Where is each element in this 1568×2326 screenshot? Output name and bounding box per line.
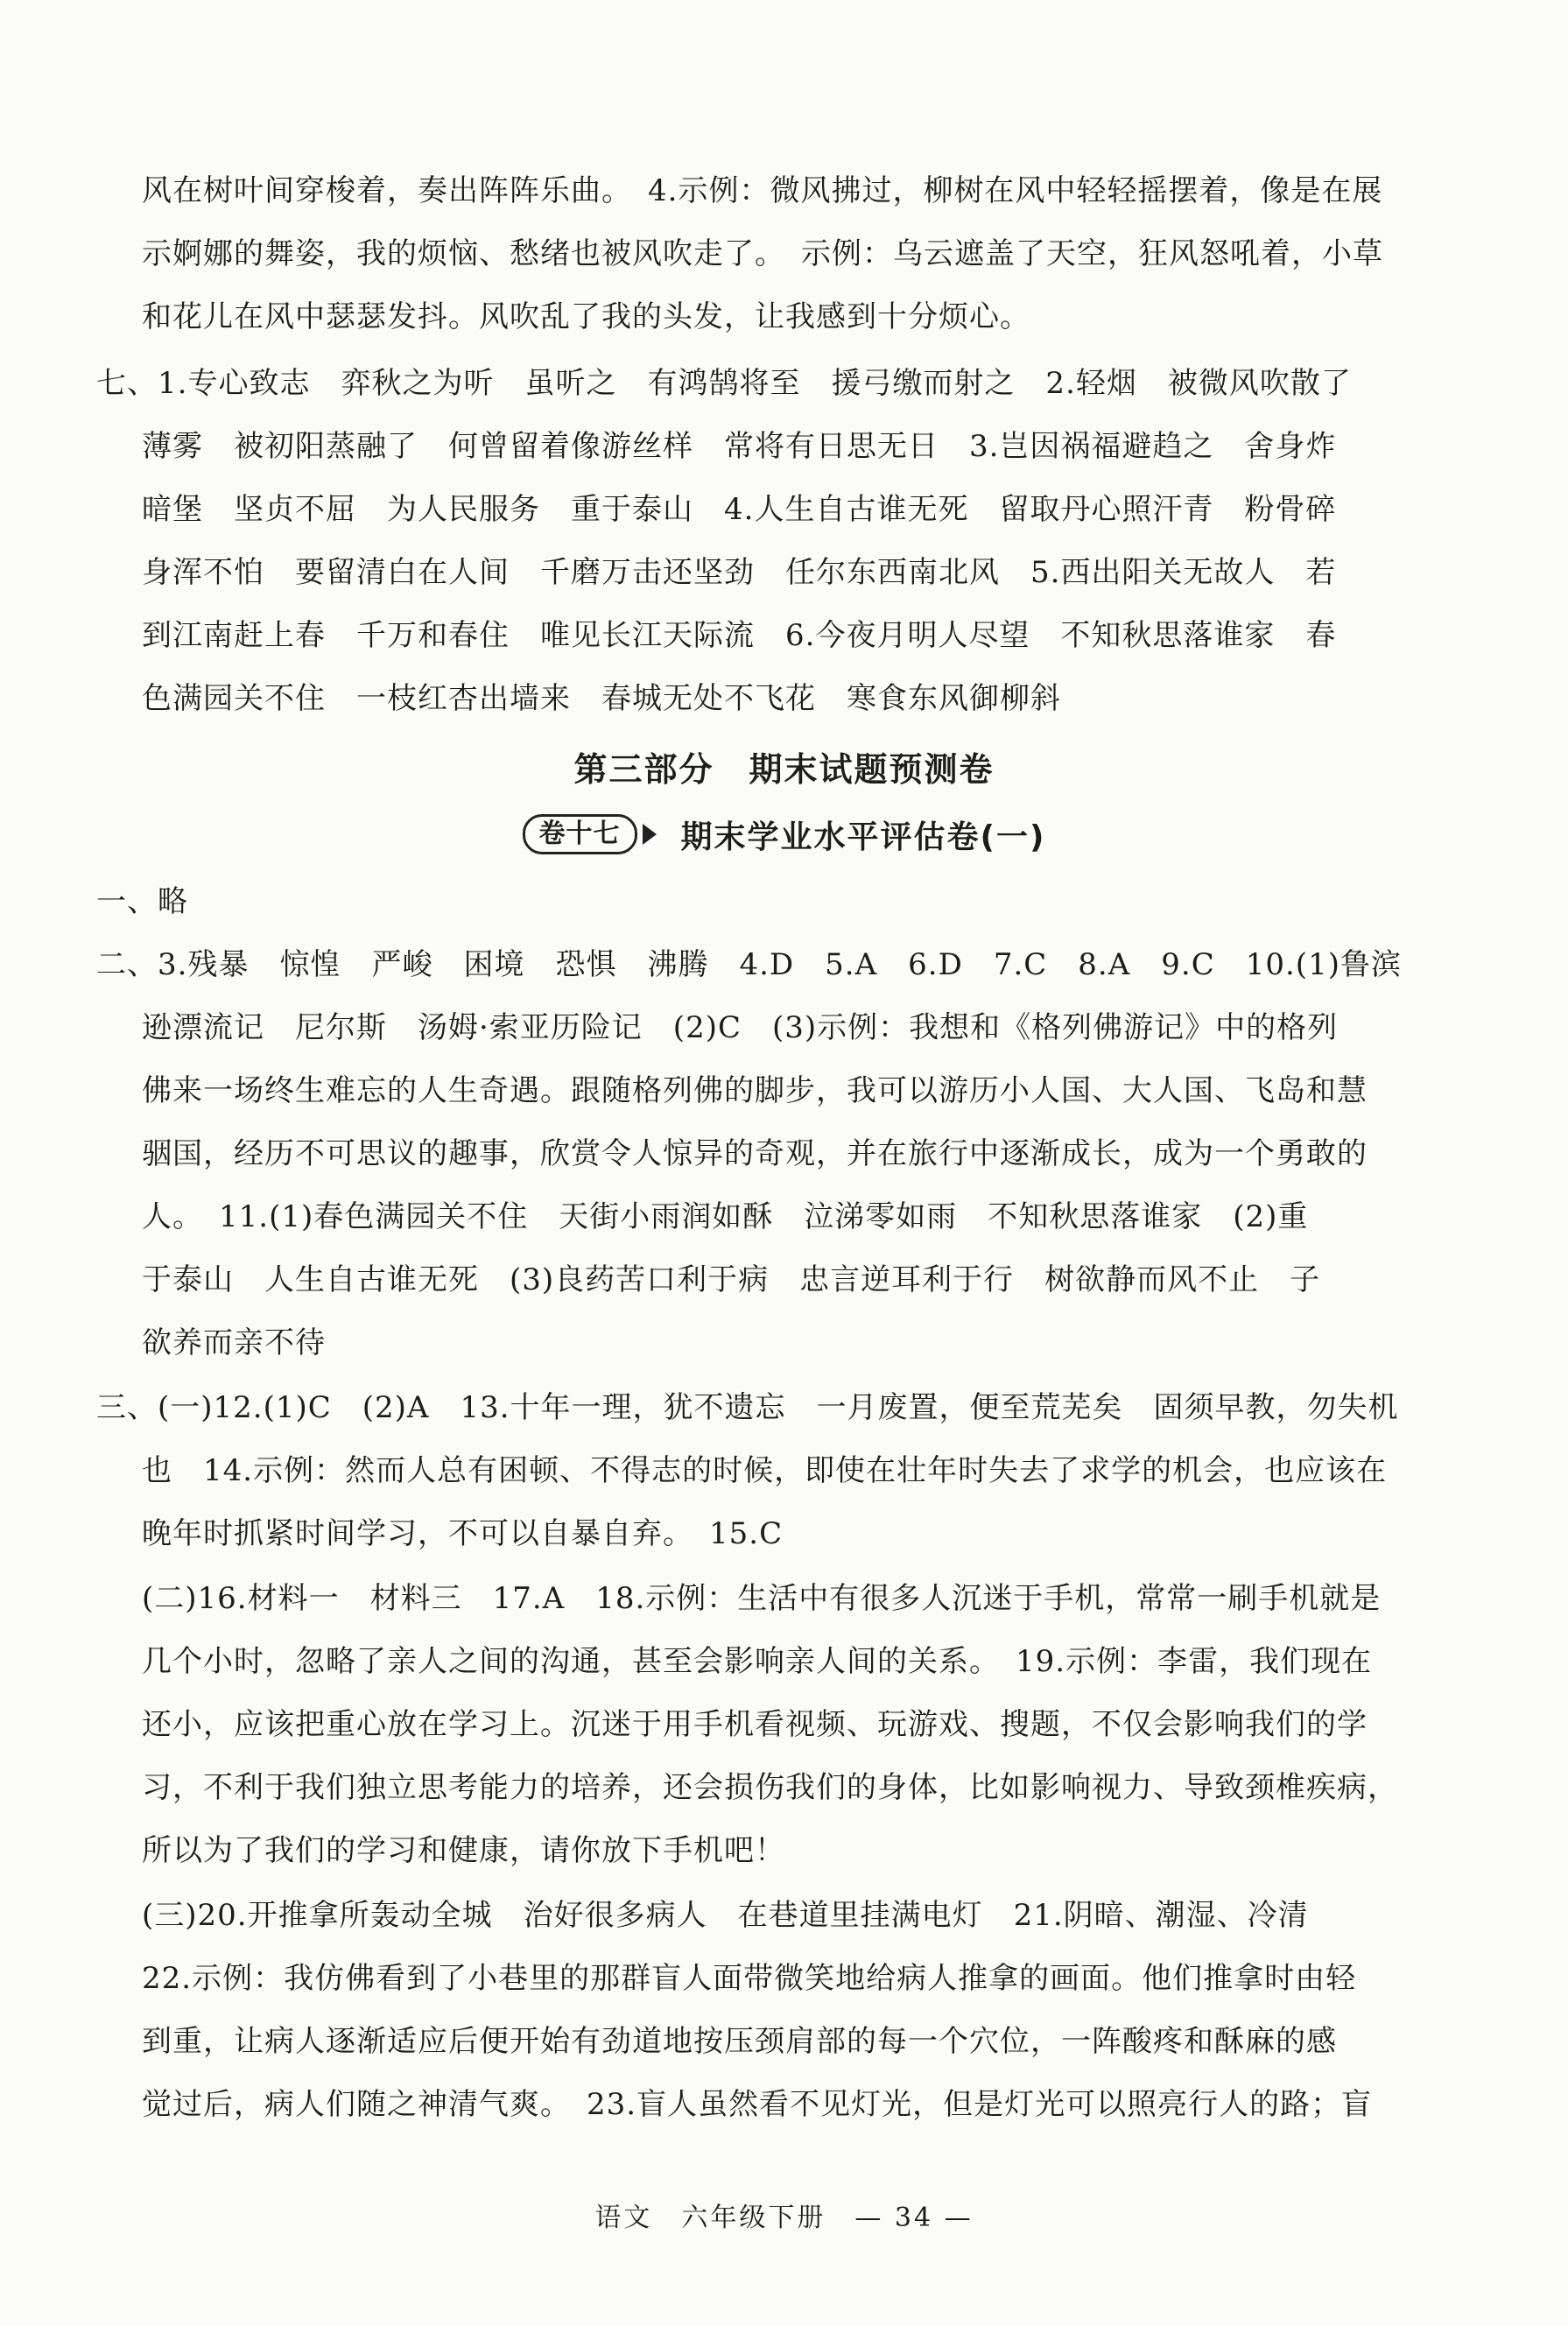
text-line: 晚年时抓紧时间学习，不可以自暴自弃。 15.C [142,1516,784,1551]
exam-badge-label: 卷十七 [523,814,637,854]
text-line: 也 14.示例：然而人总有困顿、不得志的时候，即使在壮年时失去了求学的机会，也应该在 [142,1453,1388,1488]
section-7-line: 七、1.专心致志 弈秋之为听 虽听之 有鸿鹄将至 援弓缴而射之 2.轻烟 被微风吹散了 [96,366,1352,401]
text-line: 到重，让病人逐渐适应后便开始有劲道地按压颈肩部的每一个穴位，一阵酸疼和酥麻的感 [142,2024,1337,2059]
text-line: 22.示例：我仿佛看到了小巷里的那群盲人面带微笑地给病人推拿的画面。他们推拿时由轻 [142,1961,1357,1996]
part-heading: 第三部分 期末试题预测卷 [573,750,995,789]
text-line: 还小，应该把重心放在学习上。沉迷于用手机看视频、玩游戏、搜题，不仅会影响我们的学 [142,1707,1368,1742]
text-line: 和花儿在风中瑟瑟发抖。风吹乱了我的头发，让我感到十分烦心。 [142,299,1030,334]
text-line: 风在树叶间穿梭着，奏出阵阵乐曲。 4.示例：微风拂过，柳树在风中轻轻摇摆着，像是在展 [142,173,1383,208]
text-line: 到江南赶上春 千万和春住 唯见长江天际流 6.今夜月明人尽望 不知秋思落谁家 春 [142,618,1337,653]
question-3-part-2-line: (二)16.材料一 材料三 17.A 18.示例：生活中有很多人沉迷于手机，常常一刷手机就是 [142,1581,1382,1616]
text-line: 身浑不怕 要留清白在人间 千磨万击还坚劲 任尔东西南北风 5.西出阳关无故人 若 [142,555,1337,590]
question-3-line: 三、(一)12.(1)C (2)A 13.十年一理，犹不遗忘 一月废置，便至荒芜矣 固须早教，勿失机 [96,1390,1399,1425]
text-line: 示婀娜的舞姿，我的烦恼、愁绪也被风吹走了。 示例：乌云遮盖了天空，狂风怒吼着，小草 [142,236,1383,271]
text-line: 薄雾 被初阳蒸融了 何曾留着像游丝样 常将有日思无日 3.岂因祸福避趋之 舍身炸 [142,429,1337,464]
text-line: 几个小时，忽略了亲人之间的沟通，甚至会影响亲人间的关系。 19.示例：李雷，我们现在 [142,1644,1373,1679]
text-line: 色满园关不住 一枝红杏出墙来 春城无处不飞花 寒食东风御柳斜 [142,681,1061,716]
text-line: 欲养而亲不待 [142,1325,326,1360]
text-line: 于泰山 人生自古谁无死 (3)良药苦口利于病 忠言逆耳利于行 树欲静而风不止 子 [142,1262,1321,1297]
question-2-line: 二、3.残暴 惊惶 严峻 困境 恐惧 沸腾 4.D 5.A 6.D 7.C 8.A 9.C 10.(1)鲁滨 [96,947,1402,982]
text-line: 暗堡 坚贞不屈 为人民服务 重于泰山 4.人生自古谁无死 留取丹心照汗青 粉骨碎 [142,492,1337,527]
exam-heading [0,812,1568,856]
text-line: 觉过后，病人们随之神清气爽。 23.盲人虽然看不见灯光，但是灯光可以照亮行人的路；盲 [142,2087,1373,2122]
text-line: 人。 11.(1)春色满园关不住 天街小雨润如酥 泣涕零如雨 不知秋思落谁家 (2)重 [142,1199,1309,1234]
page-footer: 语文 六年级下册 — 34 — [594,2203,974,2233]
question-3-part-3-line: (三)20.开推拿所轰动全城 治好很多病人 在巷道里挂满电灯 21.阴暗、潮湿、冷清 [142,1898,1309,1933]
exam-title: 期末学业水平评估卷(一) [680,819,1046,855]
text-line: 所以为了我们的学习和健康，请你放下手机吧！ [142,1833,785,1868]
text-line: 习，不利于我们独立思考能力的培养，还会损伤我们的身体，比如影响视力、导致颈椎疾病， [142,1770,1398,1805]
arrow-icon [643,824,657,845]
question-1: 一、略 [96,884,188,919]
exam-badge [523,814,657,854]
text-line: 骃国，经历不可思议的趣事，欣赏令人惊异的奇观，并在旅行中逐渐成长，成为一个勇敢的 [142,1136,1368,1171]
text-line: 逊漂流记 尼尔斯 汤姆·索亚历险记 (2)C (3)示例：我想和《格列佛游记》中的格列 [142,1010,1339,1045]
text-line: 佛来一场终生难忘的人生奇遇。跟随格列佛的脚步，我可以游历小人国、大人国、飞岛和慧 [142,1073,1368,1108]
